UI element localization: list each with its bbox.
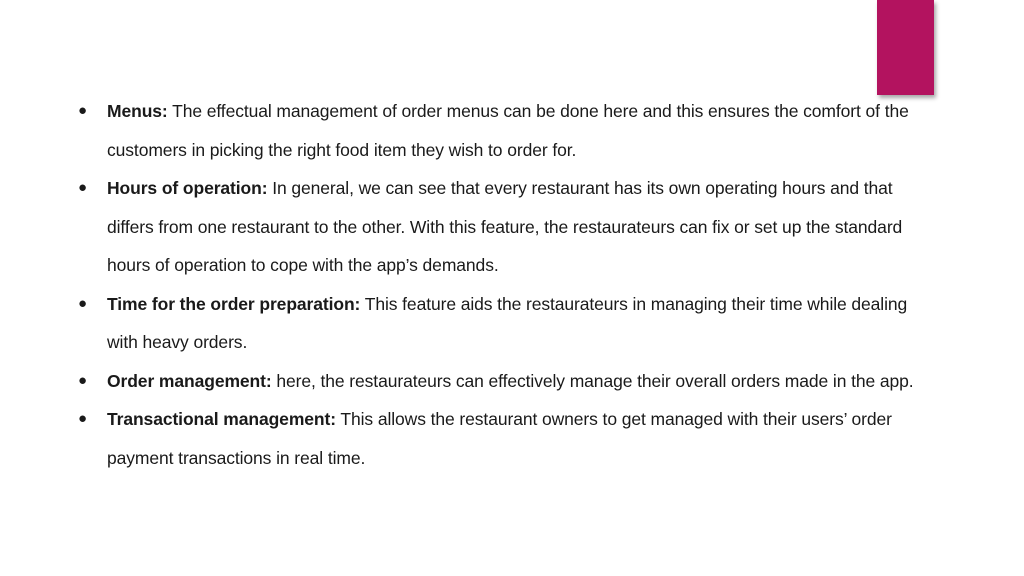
bullet-term: Order management: bbox=[107, 370, 272, 391]
list-item-hours-of-operation bbox=[78, 169, 928, 285]
bullet-term: Hours of operation: bbox=[107, 178, 268, 198]
bullet-icon: ● bbox=[78, 294, 87, 312]
bullet-icon: ● bbox=[78, 371, 87, 389]
list-item-transactional-management bbox=[78, 400, 928, 477]
bullet-icon: ● bbox=[78, 179, 87, 196]
bullet-text: This feature aids the restaurateurs in managing their time while dealing with heavy orders. bbox=[107, 293, 908, 352]
list-item-order-management bbox=[78, 362, 928, 401]
list-item-menus bbox=[78, 92, 928, 169]
bullet-term: Transactional management: bbox=[107, 409, 336, 429]
bullet-term: Time for the order preparation: bbox=[107, 293, 361, 314]
accent-tab-decoration bbox=[877, 0, 934, 95]
bullet-text: The effectual management of order menus can be done here and this ensures the comfort of the customers in picking the right food item they wish to order for. bbox=[107, 101, 909, 160]
feature-bullet-list bbox=[78, 92, 928, 477]
bullet-text: here, the restaurateurs can effectively manage their overall orders made in the app. bbox=[276, 370, 914, 391]
bullet-term: Menus: bbox=[107, 101, 168, 121]
bullet-icon: ● bbox=[78, 102, 87, 119]
bullet-text: In general, we can see that every restaurant has its own operating hours and that differs from one restaurant to the other. With this feature, the restaurateurs can fix or set up the standard hours of operation to cope with the app’s demands. bbox=[107, 178, 903, 275]
list-item-order-preparation bbox=[78, 285, 928, 362]
bullet-icon: ● bbox=[78, 410, 87, 427]
bullet-text: This allows the restaurant owners to get managed with their users’ order payment transactions in real time. bbox=[107, 409, 892, 468]
